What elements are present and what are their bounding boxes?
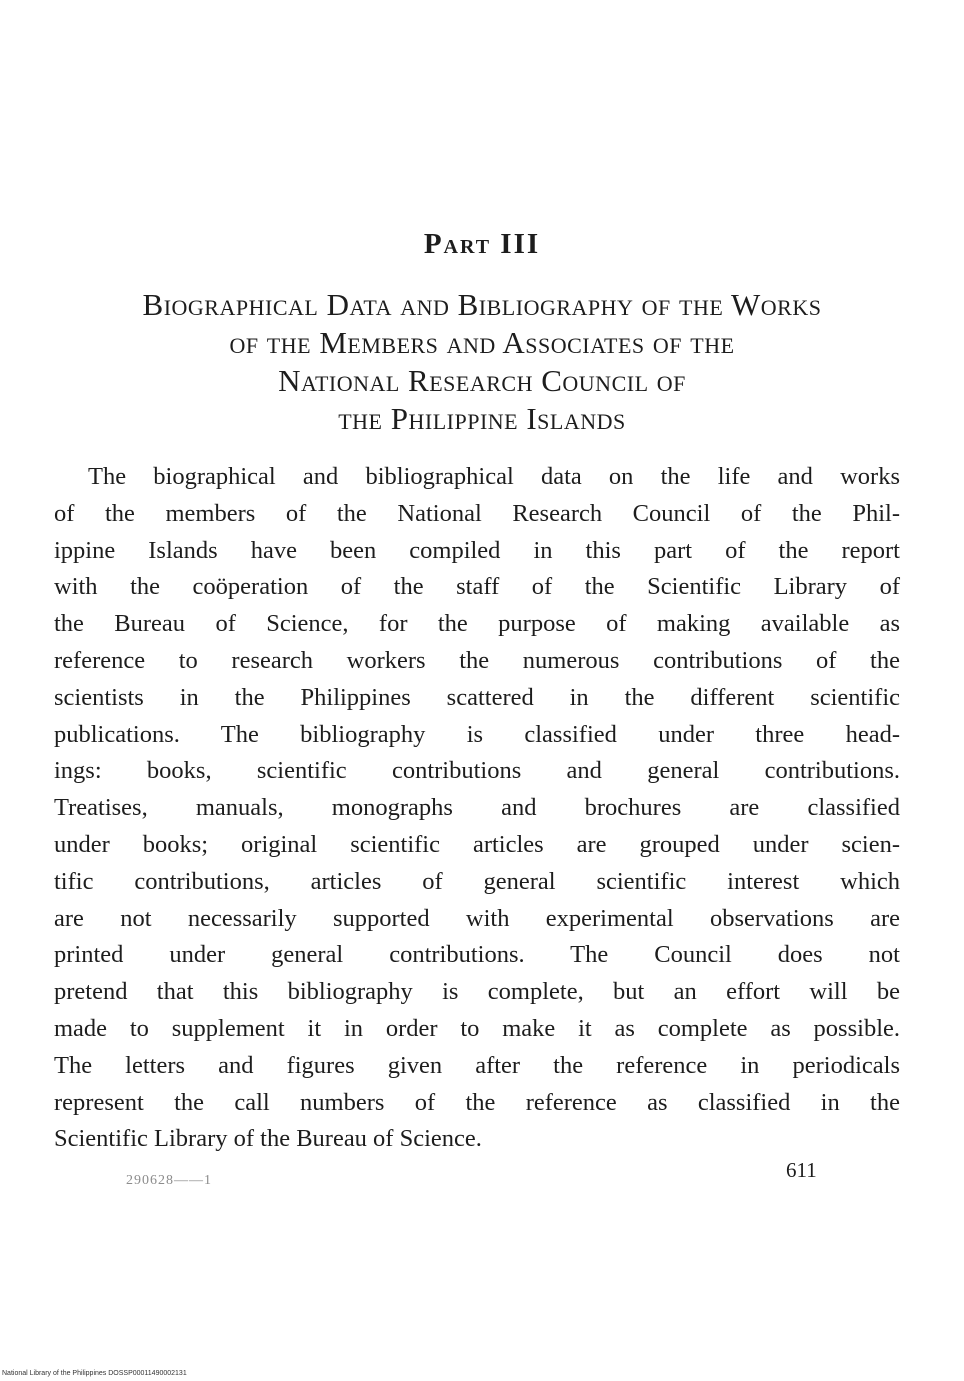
section-title	[40, 286, 924, 438]
body-line: ings: books, scientific contributions and general contributions.	[54, 757, 900, 785]
body-line: The letters and figures given after the reference in periodicals	[54, 1051, 900, 1079]
page-number: 611	[786, 1158, 817, 1182]
body-line: publications. The bibliography is classified under three head-	[54, 720, 900, 748]
body-line: with the coöperation of the staff of the Scientific Library of	[54, 573, 900, 601]
title-line: National Research Council of	[278, 363, 686, 398]
body-line: are not necessarily supported with experimental observations are	[54, 904, 900, 932]
title-line: Biographical Data and Bibliography of the Works	[142, 287, 822, 322]
body-line: pretend that this bibliography is complete, but an effort will be	[54, 978, 900, 1006]
body-line: the Bureau of Science, for the purpose of making available as	[54, 610, 900, 638]
body-paragraph	[54, 459, 900, 1158]
body-line: printed under general contributions. The Council does not	[54, 941, 900, 969]
library-credit: National Library of the Philippines DOSSP00011490002131	[2, 1370, 187, 1377]
body-line: under books; original scientific articles are grouped under scien-	[54, 830, 900, 858]
title-line: of the Members and Associates of the	[229, 325, 735, 360]
body-line: ippine Islands have been compiled in this part of the report	[54, 536, 900, 564]
body-line: The biographical and bibliographical data on the life and works	[88, 463, 900, 490]
body-line: represent the call numbers of the reference as classified in the	[54, 1088, 900, 1116]
body-line: reference to research workers the numerous contributions of the	[54, 646, 900, 674]
print-code: 290628——1	[126, 1173, 212, 1188]
title-line: the Philippine Islands	[338, 401, 626, 436]
body-line: tific contributions, articles of general scientific interest which	[54, 867, 900, 895]
body-line: Scientific Library of the Bureau of Science.	[54, 1125, 482, 1153]
body-line: scientists in the Philippines scattered in the different scientific	[54, 683, 900, 711]
part-heading: Part III	[423, 228, 541, 260]
body-line: of the members of the National Research Council of the Phil-	[54, 499, 900, 527]
body-line: made to supplement it in order to make it as complete as possible.	[54, 1014, 900, 1042]
body-line: Treatises, manuals, monographs and brochures are classified	[54, 794, 900, 822]
